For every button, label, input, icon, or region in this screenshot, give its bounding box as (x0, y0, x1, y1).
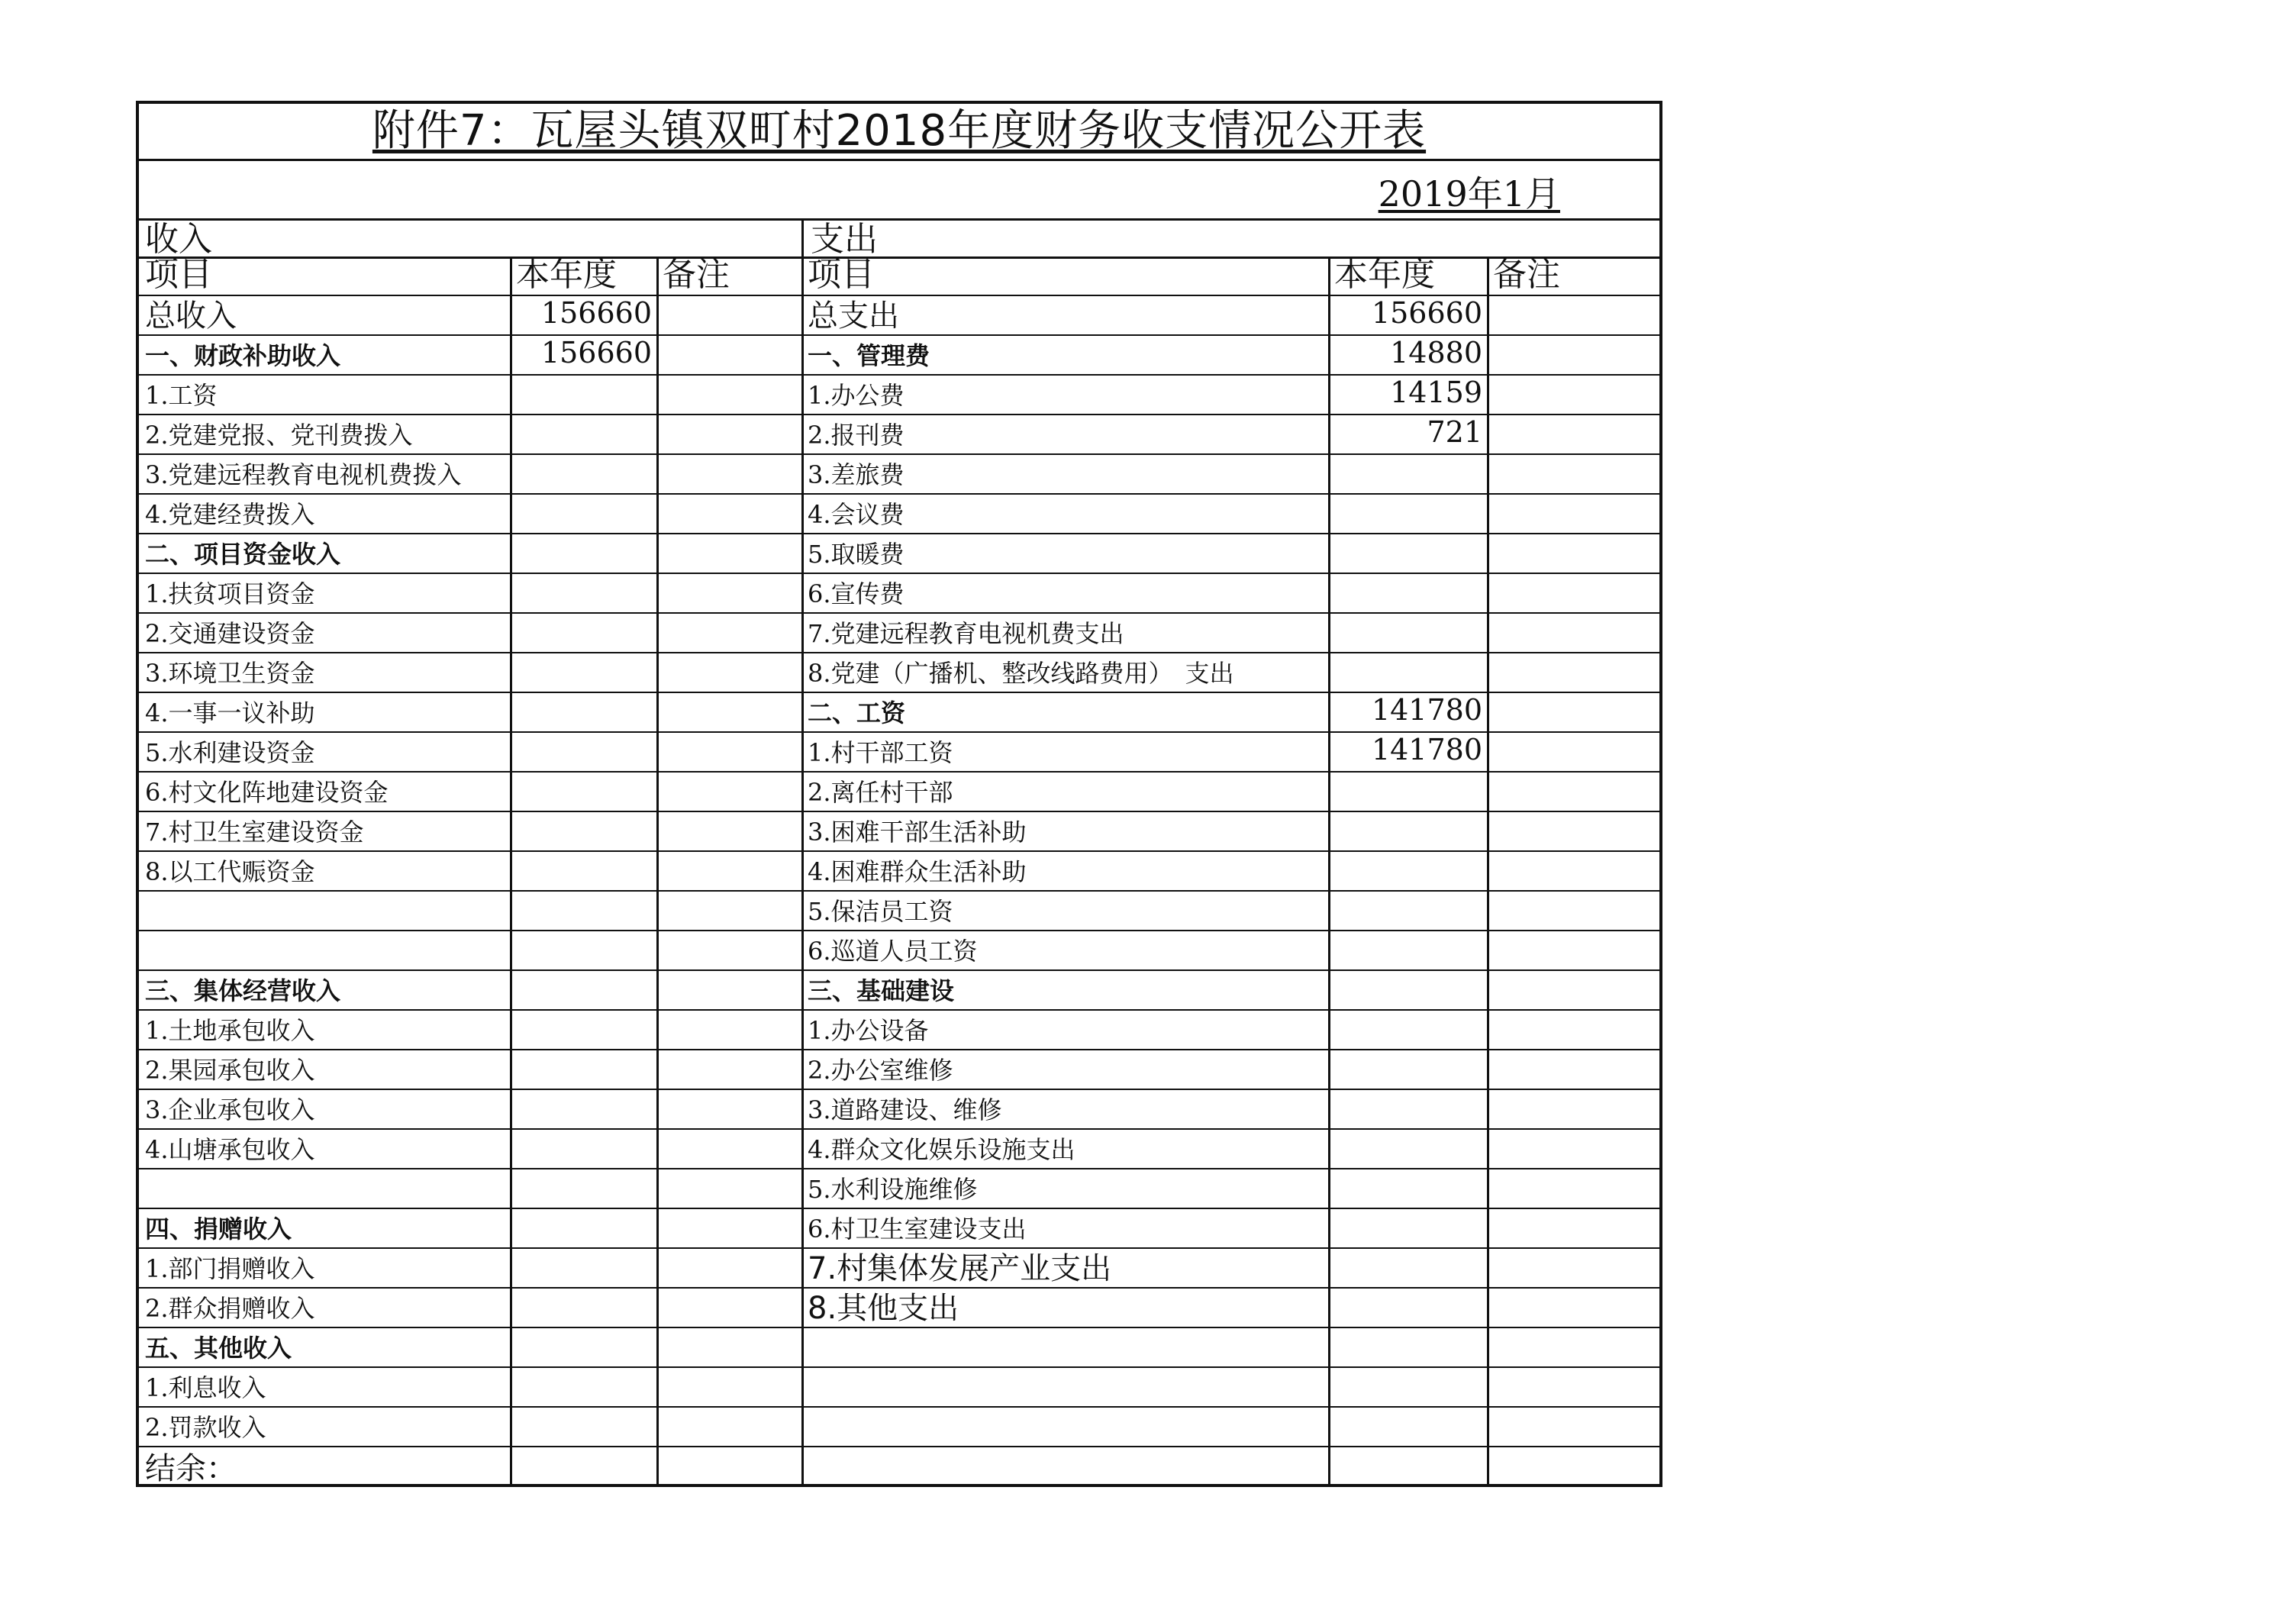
income-item-label: 2.果园承包收入 (145, 1056, 315, 1085)
income-value-cell (510, 1408, 656, 1446)
income-value-cell (510, 1368, 656, 1406)
expense-value-cell (1328, 1289, 1487, 1327)
income-item-cell (139, 376, 510, 414)
title-row (139, 104, 1659, 161)
expense-remark-cell (1487, 1090, 1659, 1128)
income-item-label: 2.党建党报、党刊费拨入 (145, 421, 413, 450)
income-value-cell (510, 415, 656, 453)
table-row (139, 336, 1659, 376)
income-item-label: 二、项目资金收入 (145, 540, 341, 569)
income-remark-cell (656, 931, 801, 969)
expense-item-cell (801, 1368, 1328, 1406)
income-item-label: 4.党建经费拨入 (145, 500, 315, 529)
income-item-label: 1.扶贫项目资金 (145, 579, 315, 608)
expense-item-label: 4.群众文化娱乐设施支出 (808, 1135, 1075, 1164)
income-remark-cell (656, 1090, 801, 1128)
income-remark-cell (656, 495, 801, 533)
expense-remark-header (1487, 256, 1659, 295)
table-row (139, 1289, 1659, 1328)
expense-value-cell (1328, 1368, 1487, 1406)
income-item-cell (139, 773, 510, 811)
expense-remark-cell (1487, 296, 1659, 334)
expense-value: 14159 (1390, 376, 1482, 409)
income-item-cell (139, 1408, 510, 1446)
expense-item-label: 7.党建远程教育电视机费支出 (808, 619, 1124, 648)
income-item-label: 1.利息收入 (145, 1373, 266, 1402)
expense-value-cell (1328, 971, 1487, 1009)
finance-table (136, 101, 1662, 1487)
income-remark-cell (656, 376, 801, 414)
income-value-cell (510, 614, 656, 652)
table-row (139, 614, 1659, 653)
income-remark-cell (656, 971, 801, 1009)
income-item-cell (139, 693, 510, 731)
income-item-label: 3.环境卫生资金 (145, 659, 315, 688)
expense-item-label: 6.巡道人员工资 (808, 937, 978, 966)
table-row (139, 534, 1659, 574)
expense-item-cell (801, 1050, 1328, 1089)
income-value-cell (510, 574, 656, 612)
expense-remark-cell (1487, 1447, 1659, 1487)
expense-item-cell (801, 534, 1328, 573)
expense-remark-cell (1487, 812, 1659, 850)
table-row (139, 1209, 1659, 1249)
expense-item-label: 3.差旅费 (808, 460, 905, 489)
table-row (139, 852, 1659, 892)
income-remark-cell (656, 1289, 801, 1327)
income-item-cell (139, 1249, 510, 1287)
income-year-header-text: 本年度 (516, 256, 617, 294)
expense-item-label: 5.水利设施维修 (808, 1175, 978, 1204)
expense-item-label: 二、工资 (808, 698, 906, 727)
income-value-cell (510, 812, 656, 850)
expense-item-cell (801, 733, 1328, 771)
income-remark-cell (656, 653, 801, 692)
expense-value-cell (1328, 296, 1487, 334)
expense-value-cell (1328, 574, 1487, 612)
income-item-cell (139, 296, 510, 334)
income-item-label: 4.一事一议补助 (145, 698, 315, 727)
expense-item-label: 6.村卫生室建设支出 (808, 1215, 1027, 1244)
expense-remark-cell (1487, 534, 1659, 573)
table-row (139, 495, 1659, 534)
income-remark-cell (656, 534, 801, 573)
table-row (139, 1050, 1659, 1090)
income-item-cell (139, 574, 510, 612)
expense-item-label: 4.会议费 (808, 500, 905, 529)
date-row (139, 159, 1659, 221)
expense-value-cell (1328, 1090, 1487, 1128)
income-item-cell (139, 1289, 510, 1327)
income-year-header (510, 256, 656, 295)
expense-item-cell (801, 1209, 1328, 1247)
income-item-cell (139, 455, 510, 493)
expense-item-header (801, 256, 1328, 295)
report-date: 2019年1月 (1378, 173, 1560, 215)
income-section-label: 收入 (145, 220, 212, 259)
income-value-cell (510, 336, 656, 374)
table-row (139, 1328, 1659, 1368)
header-row (139, 256, 1659, 296)
expense-item-label: 7.村集体发展产业支出 (808, 1251, 1112, 1286)
expense-value: 721 (1427, 415, 1482, 449)
expense-item-label: 2.离任村干部 (808, 778, 953, 807)
table-row (139, 733, 1659, 773)
expense-value-cell (1328, 495, 1487, 533)
expense-remark-cell (1487, 892, 1659, 930)
income-item-header-text: 项目 (145, 256, 212, 294)
expense-remark-cell (1487, 1408, 1659, 1446)
expense-item-label: 5.保洁员工资 (808, 897, 953, 926)
income-item-cell (139, 892, 510, 930)
expense-item-cell (801, 971, 1328, 1009)
income-item-cell (139, 1209, 510, 1247)
expense-item-cell (801, 773, 1328, 811)
expense-value-cell (1328, 415, 1487, 453)
expense-item-label: 1.办公设备 (808, 1016, 929, 1045)
expense-value-cell (1328, 1249, 1487, 1287)
income-value-cell (510, 534, 656, 573)
table-row (139, 1447, 1659, 1487)
income-remark-cell (656, 812, 801, 850)
income-remark-cell (656, 415, 801, 453)
expense-remark-cell (1487, 495, 1659, 533)
income-value-cell (510, 1050, 656, 1089)
expense-item-cell (801, 336, 1328, 374)
income-remark-cell (656, 614, 801, 652)
expense-value-cell (1328, 693, 1487, 731)
income-value-cell (510, 376, 656, 414)
expense-remark-cell (1487, 574, 1659, 612)
income-value-cell (510, 1090, 656, 1128)
expense-remark-cell (1487, 1169, 1659, 1208)
section-row (139, 218, 1659, 259)
expense-item-cell (801, 1447, 1328, 1487)
income-value-cell (510, 1130, 656, 1168)
expense-item-cell (801, 296, 1328, 334)
expense-item-cell (801, 653, 1328, 692)
income-value-cell (510, 971, 656, 1009)
income-remark-cell (656, 1249, 801, 1287)
expense-value-cell (1328, 376, 1487, 414)
expense-section-label: 支出 (811, 220, 878, 259)
table-row (139, 1090, 1659, 1130)
page-title: 附件7：瓦屋头镇双町村2018年度财务收支情况公开表 (372, 106, 1427, 156)
income-item-cell (139, 733, 510, 771)
expense-item-cell (801, 455, 1328, 493)
table-row (139, 653, 1659, 693)
income-item-label: 一、财政补助收入 (145, 341, 341, 370)
income-remark-cell (656, 1050, 801, 1089)
income-item-label: 三、集体经营收入 (145, 976, 341, 1005)
income-remark-cell (656, 1368, 801, 1406)
table-row (139, 574, 1659, 614)
expense-value: 141780 (1371, 733, 1482, 766)
income-item-label: 3.企业承包收入 (145, 1095, 315, 1124)
income-value-cell (510, 931, 656, 969)
income-value-cell (510, 1328, 656, 1366)
income-item-label: 8.以工代赈资金 (145, 857, 315, 886)
expense-remark-cell (1487, 1050, 1659, 1089)
income-remark-cell (656, 1209, 801, 1247)
expense-item-label: 3.困难干部生活补助 (808, 818, 1027, 847)
income-remark-cell (656, 574, 801, 612)
expense-value-cell (1328, 1130, 1487, 1168)
income-remark-cell (656, 1130, 801, 1168)
expense-item-label: 总支出 (808, 298, 899, 334)
income-item-label: 1.工资 (145, 381, 218, 410)
expense-remark-cell (1487, 455, 1659, 493)
income-item-label: 6.村文化阵地建设资金 (145, 778, 389, 807)
income-item-cell (139, 1090, 510, 1128)
expense-year-header (1328, 256, 1487, 295)
expense-value-cell (1328, 336, 1487, 374)
income-item-label: 1.土地承包收入 (145, 1016, 315, 1045)
expense-item-cell (801, 1090, 1328, 1128)
income-item-label: 1.部门捐赠收入 (145, 1254, 315, 1283)
income-item-cell (139, 1011, 510, 1049)
income-item-label: 四、捐赠收入 (145, 1215, 292, 1244)
expense-remark-cell (1487, 1130, 1659, 1168)
income-item-header (139, 256, 510, 295)
expense-remark-cell (1487, 971, 1659, 1009)
income-item-label: 7.村卫生室建设资金 (145, 818, 364, 847)
expense-item-cell (801, 415, 1328, 453)
income-remark-cell (656, 1011, 801, 1049)
expense-remark-cell (1487, 336, 1659, 374)
expense-item-label: 8.其他支出 (808, 1291, 959, 1326)
expense-value: 14880 (1390, 336, 1482, 369)
col-divider (801, 256, 804, 1484)
income-item-cell (139, 1130, 510, 1168)
expense-item-label: 2.报刊费 (808, 421, 905, 450)
income-remark-cell (656, 892, 801, 930)
expense-item-cell (801, 1130, 1328, 1168)
expense-remark-cell (1487, 1328, 1659, 1366)
income-item-label: 2.罚款收入 (145, 1413, 266, 1442)
expense-remark-header-text: 备注 (1493, 256, 1560, 294)
income-value-cell (510, 1169, 656, 1208)
income-remark-cell (656, 1328, 801, 1366)
expense-remark-cell (1487, 415, 1659, 453)
expense-item-cell (801, 812, 1328, 850)
table-row (139, 971, 1659, 1011)
expense-item-cell (801, 574, 1328, 612)
expense-item-label: 一、管理费 (808, 341, 930, 370)
income-value-cell (510, 1249, 656, 1287)
col-divider (656, 256, 659, 1484)
income-item-cell (139, 931, 510, 969)
income-remark-cell (656, 733, 801, 771)
income-value-cell (510, 733, 656, 771)
expense-item-label: 3.道路建设、维修 (808, 1095, 1002, 1124)
expense-value: 156660 (1371, 296, 1482, 330)
expense-remark-cell (1487, 931, 1659, 969)
income-item-cell (139, 415, 510, 453)
income-remark-cell (656, 773, 801, 811)
expense-value-cell (1328, 1011, 1487, 1049)
table-row (139, 1169, 1659, 1209)
table-grid (139, 256, 1659, 1484)
expense-value-cell (1328, 852, 1487, 890)
expense-value-cell (1328, 455, 1487, 493)
expense-remark-cell (1487, 1249, 1659, 1287)
expense-remark-cell (1487, 1209, 1659, 1247)
expense-remark-cell (1487, 773, 1659, 811)
expense-remark-cell (1487, 376, 1659, 414)
expense-item-label: 1.村干部工资 (808, 738, 953, 767)
income-value-cell (510, 495, 656, 533)
expense-item-cell (801, 693, 1328, 731)
income-item-cell (139, 1050, 510, 1089)
table-row (139, 296, 1659, 336)
expense-item-cell (801, 495, 1328, 533)
expense-item-label: 5.取暖费 (808, 540, 905, 569)
table-row (139, 1408, 1659, 1447)
table-row (139, 376, 1659, 415)
income-remark-cell (656, 1447, 801, 1487)
expense-value-cell (1328, 534, 1487, 573)
income-item-cell (139, 336, 510, 374)
income-remark-cell (656, 852, 801, 890)
table-row (139, 773, 1659, 812)
expense-value-cell (1328, 773, 1487, 811)
expense-value-cell (1328, 1209, 1487, 1247)
expense-item-header-text: 项目 (808, 256, 875, 294)
income-value-cell (510, 1289, 656, 1327)
income-value-cell (510, 296, 656, 334)
col-divider (510, 256, 512, 1484)
expense-remark-cell (1487, 653, 1659, 692)
expense-item-cell (801, 614, 1328, 652)
income-remark-cell (656, 336, 801, 374)
expense-item-label: 4.困难群众生活补助 (808, 857, 1027, 886)
expense-item-cell (801, 1249, 1328, 1287)
expense-value: 141780 (1371, 693, 1482, 727)
table-row (139, 931, 1659, 971)
table-row (139, 693, 1659, 733)
expense-item-cell (801, 931, 1328, 969)
expense-value-cell (1328, 733, 1487, 771)
income-value: 156660 (540, 296, 652, 330)
expense-value-cell (1328, 931, 1487, 969)
expense-value-cell (1328, 653, 1487, 692)
expense-year-header-text: 本年度 (1334, 256, 1435, 294)
expense-value-cell (1328, 812, 1487, 850)
income-item-label: 4.山塘承包收入 (145, 1135, 315, 1164)
income-value-cell (510, 1447, 656, 1487)
income-value-cell (510, 852, 656, 890)
income-value-cell (510, 892, 656, 930)
expense-value-cell (1328, 892, 1487, 930)
expense-remark-cell (1487, 1289, 1659, 1327)
table-row (139, 415, 1659, 455)
income-item-cell (139, 812, 510, 850)
expense-value-cell (1328, 1328, 1487, 1366)
expense-item-cell (801, 1169, 1328, 1208)
expense-value-cell (1328, 614, 1487, 652)
expense-value-cell (1328, 1169, 1487, 1208)
income-item-cell (139, 614, 510, 652)
expense-item-label: 8.党建（广播机、整改线路费用） 支出 (808, 659, 1234, 688)
income-item-cell (139, 653, 510, 692)
section-divider (801, 218, 804, 256)
expense-value-cell (1328, 1050, 1487, 1089)
expense-remark-cell (1487, 1011, 1659, 1049)
table-row (139, 1130, 1659, 1169)
col-divider (1487, 256, 1489, 1484)
expense-remark-cell (1487, 614, 1659, 652)
expense-item-cell (801, 1408, 1328, 1446)
income-item-cell (139, 495, 510, 533)
income-item-label: 2.交通建设资金 (145, 619, 315, 648)
table-row (139, 812, 1659, 852)
table-row (139, 1368, 1659, 1408)
expense-item-label: 三、基础建设 (808, 976, 955, 1005)
income-remark-cell (656, 455, 801, 493)
expense-item-cell (801, 892, 1328, 930)
expense-item-label: 2.办公室维修 (808, 1056, 953, 1085)
income-item-label: 2.群众捐赠收入 (145, 1294, 315, 1323)
income-item-cell (139, 534, 510, 573)
income-item-label: 结余： (145, 1451, 237, 1486)
income-item-label: 5.水利建设资金 (145, 738, 315, 767)
expense-item-cell (801, 852, 1328, 890)
expense-value-cell (1328, 1447, 1487, 1487)
income-item-label: 五、其他收入 (145, 1334, 292, 1363)
income-remark-cell (656, 296, 801, 334)
income-value-cell (510, 653, 656, 692)
income-item-label: 3.党建远程教育电视机费拨入 (145, 460, 462, 489)
table-row (139, 1011, 1659, 1050)
table-row (139, 892, 1659, 931)
table-row (139, 1249, 1659, 1289)
expense-item-cell (801, 1011, 1328, 1049)
income-item-cell (139, 1368, 510, 1406)
col-divider (1328, 256, 1330, 1484)
income-value-cell (510, 693, 656, 731)
income-item-cell (139, 1447, 510, 1487)
expense-remark-cell (1487, 1368, 1659, 1406)
income-item-cell (139, 852, 510, 890)
income-value-cell (510, 455, 656, 493)
expense-item-cell (801, 1328, 1328, 1366)
income-item-label: 总收入 (145, 298, 237, 334)
income-remark-header (656, 256, 801, 295)
income-value-cell (510, 1209, 656, 1247)
income-value-cell (510, 1011, 656, 1049)
income-value-cell (510, 773, 656, 811)
income-remark-cell (656, 1408, 801, 1446)
income-remark-cell (656, 1169, 801, 1208)
income-item-cell (139, 971, 510, 1009)
expense-item-cell (801, 376, 1328, 414)
income-item-cell (139, 1169, 510, 1208)
expense-value-cell (1328, 1408, 1487, 1446)
income-remark-cell (656, 693, 801, 731)
income-value: 156660 (540, 336, 652, 369)
income-item-cell (139, 1328, 510, 1366)
expense-remark-cell (1487, 852, 1659, 890)
expense-remark-cell (1487, 733, 1659, 771)
expense-item-label: 6.宣传费 (808, 579, 905, 608)
income-remark-header-text: 备注 (663, 256, 730, 294)
expense-remark-cell (1487, 693, 1659, 731)
expense-item-cell (801, 1289, 1328, 1327)
table-row (139, 455, 1659, 495)
expense-item-label: 1.办公费 (808, 381, 905, 410)
